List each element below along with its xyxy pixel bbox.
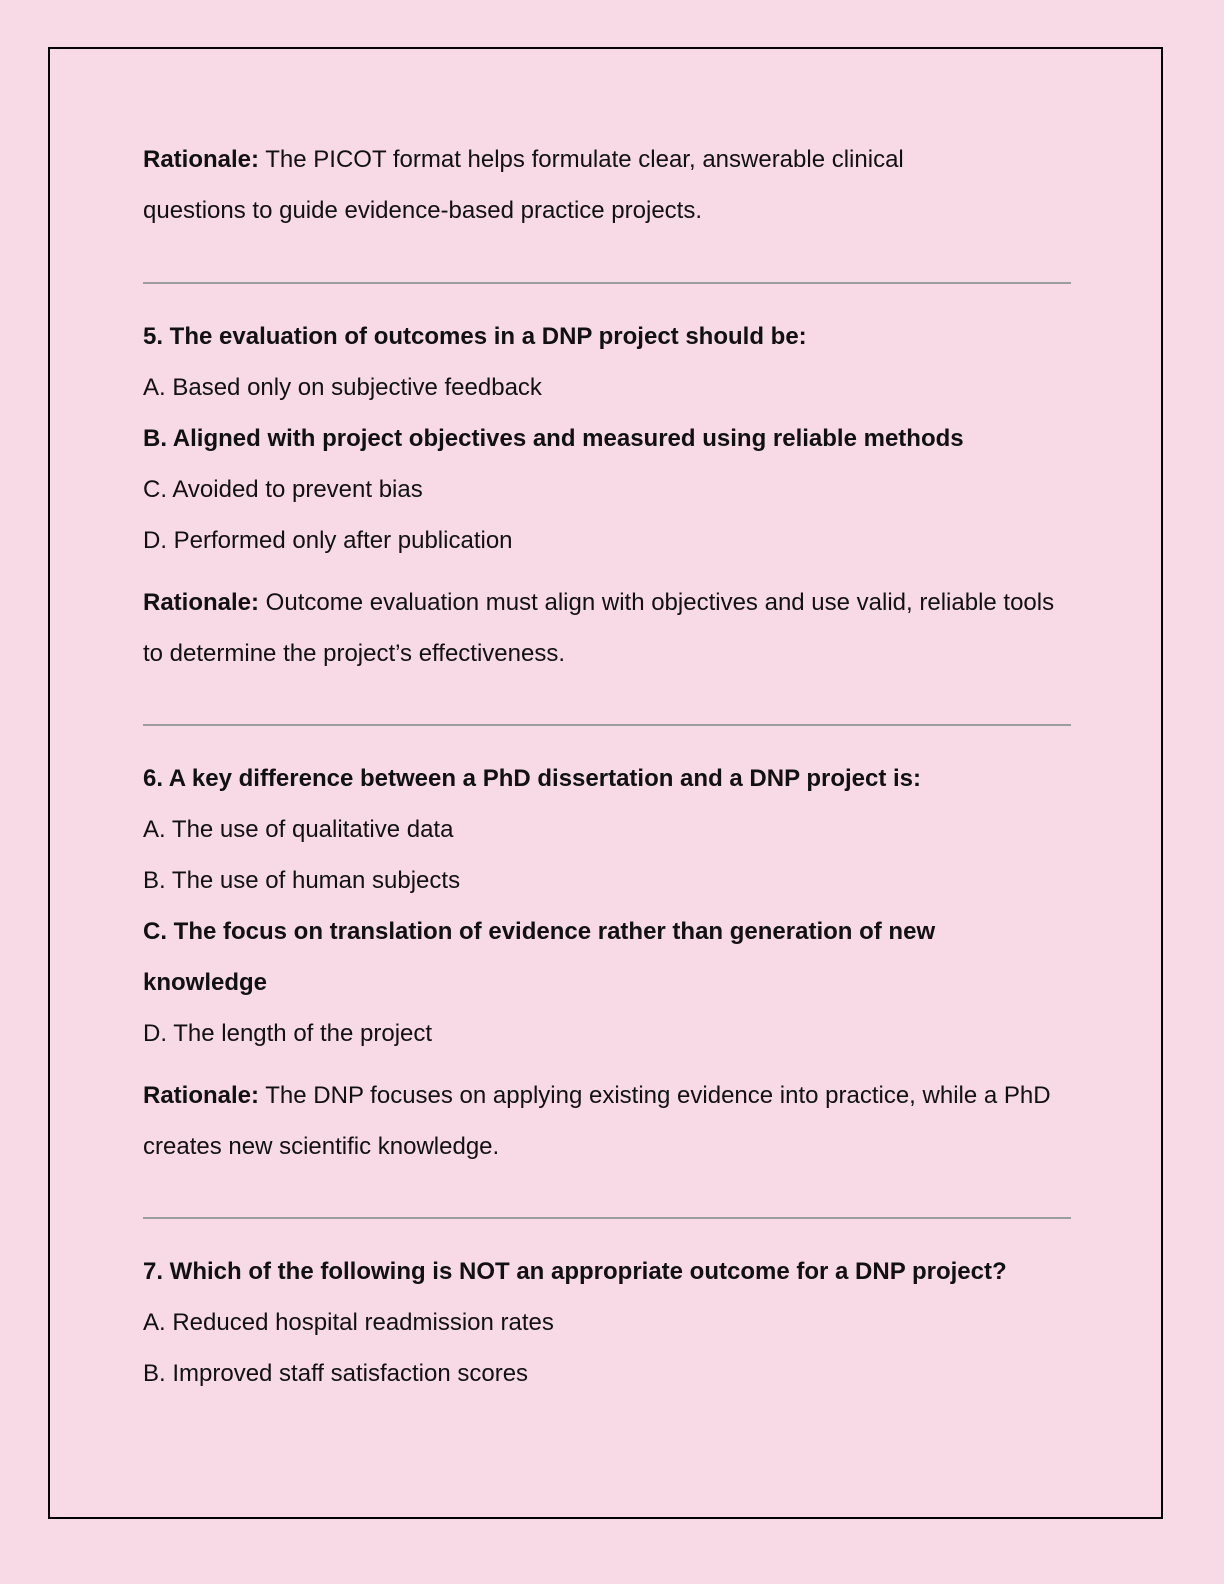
rationale-label: Rationale: [143, 589, 260, 616]
rationale-label: Rationale: [143, 1082, 260, 1109]
rationale-text: The DNP focuses on applying existing evidence into practice, while a PhD creates new scientific knowledge. [143, 1082, 1051, 1160]
document-content [143, 134, 1071, 1399]
rationale-text: Outcome evaluation must align with objectives and use valid, reliable tools to determine the project’s effectiveness. [143, 589, 1055, 667]
answer-option-c-correct: C. The focus on translation of evidence rather than generation of new knowledge [143, 918, 936, 996]
answer-option-a: A. Reduced hospital readmission rates [143, 1309, 554, 1336]
answer-option-a: A. The use of qualitative data [143, 816, 454, 843]
rationale-q6 [143, 1070, 1071, 1172]
question-7 [143, 1246, 1071, 1399]
answer-option-c: C. Avoided to prevent bias [143, 476, 423, 503]
rationale-label: Rationale: [143, 146, 260, 173]
question-5 [143, 311, 1071, 679]
rationale-text: The PICOT format helps formulate clear, answerable clinical questions to guide evidence-based practice projects. [143, 146, 904, 224]
question-text: 6. A key difference between a PhD dissertation and a DNP project is: [143, 765, 922, 792]
answer-option-b-correct: B. Aligned with project objectives and measured using reliable methods [143, 425, 964, 452]
answer-option-b: B. The use of human subjects [143, 867, 461, 894]
question-text: 5. The evaluation of outcomes in a DNP project should be: [143, 323, 807, 350]
question-6 [143, 753, 1071, 1172]
rationale-q5 [143, 577, 1071, 679]
rationale-q4 [143, 134, 973, 236]
answer-option-d: D. Performed only after publication [143, 527, 513, 554]
answer-option-b: B. Improved staff satisfaction scores [143, 1360, 529, 1387]
answer-option-d: D. The length of the project [143, 1020, 433, 1047]
question-text: 7. Which of the following is NOT an appropriate outcome for a DNP project? [143, 1258, 1007, 1285]
answer-option-a: A. Based only on subjective feedback [143, 374, 542, 401]
